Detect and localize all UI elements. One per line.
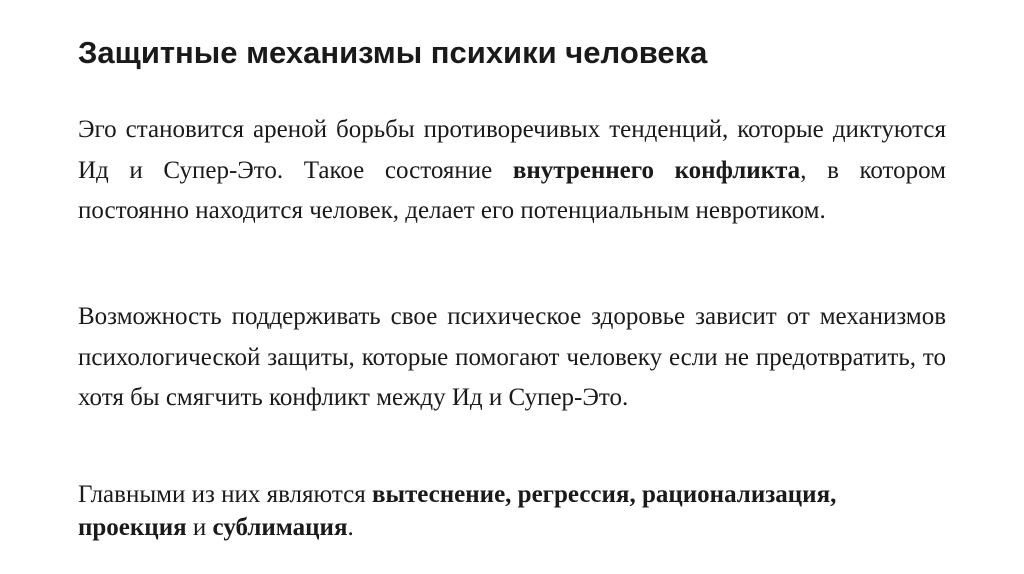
- paragraph-defense-mechanisms: Возможность поддерживать свое психическое здоровье зависит от механизмов психологической защиты, которые помогают человеку если не предотвратить, то хотя бы смягчить конфликт между Ид и Супер-Это.: [78, 303, 946, 411]
- slide-title: Защитные механизмы психики человека: [78, 35, 708, 70]
- paragraph-inner-conflict: [78, 110, 946, 232]
- paragraph3-text-middle: и: [186, 514, 213, 541]
- slide: [78, 0, 946, 574]
- paragraph1-text-after: , в котором постоянно находится человек, делает его потенциальным невротиком.: [78, 156, 946, 224]
- paragraph3-text-after: .: [347, 514, 354, 541]
- paragraph1-bold-term: внутреннего конфликта: [512, 156, 801, 184]
- paragraph3-bold-last: сублимация: [212, 514, 348, 541]
- paragraph1-text-before: Эго становится ареной борьбы противоречивых тенденций, которые диктуются Ид и Супер-Это. Такое состояние: [78, 116, 946, 184]
- paragraph3-text-before: Главными из них являются: [78, 481, 372, 508]
- paragraph3-bold-list: вытеснение, регрессия, рационализация, проекция: [78, 481, 837, 541]
- paragraph-main-mechanisms: [78, 478, 946, 544]
